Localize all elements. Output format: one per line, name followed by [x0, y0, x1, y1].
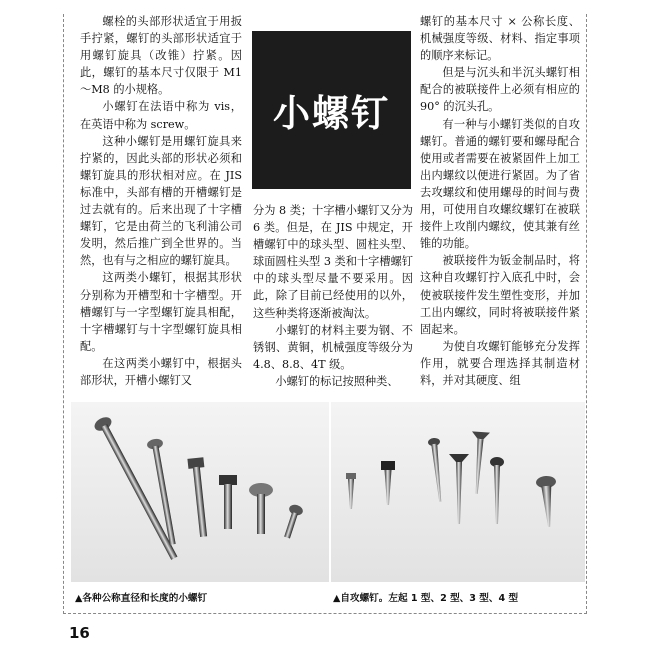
paragraph: 这两类小螺钉，根据其形状分别称为开槽型和十字槽型。开槽螺钉与一字型螺钉旋具相配，十字槽螺钉与十字型螺钉旋具相配。 — [80, 271, 242, 353]
text-column-3 — [420, 13, 580, 389]
paragraph: 小螺钉在法语中称为 vis，在英语中称为 screw。 — [80, 100, 242, 131]
tapping-screws-photo — [331, 402, 585, 582]
photo-caption-right: ▲自攻螺钉。左起 1 型、2 型、3 型、4 型 — [333, 593, 519, 604]
paragraph: 这种小螺钉是用螺钉旋具来拧紧的，因此头部的形状必须和螺钉旋具的形状相对应。在 JIS 标准中，头部有槽的开槽螺钉是过去就有的。后来出现了十字槽螺钉，它是由荷兰的飞利浦公司发明，然后推广到全世界的。当然，也有与之相应的螺钉旋具。 — [80, 134, 242, 268]
screws-illustration — [71, 402, 329, 582]
paragraph: 小螺钉的标记按照种类、 — [275, 374, 399, 388]
paragraph: 分为 8 类；十字槽小螺钉又分为 6 类。但是，在 JIS 中规定，开槽螺钉中的球头型、圆柱头型、球面圆柱头型 3 类和十字槽螺钉中的球头型尽量不要采用。因此，除了目前已经使用的以外，这些种类将逐渐被淘汰。 — [253, 204, 413, 320]
paragraph: 小螺钉的材料主要为钢、不锈钢、黄铜，机械强度等级分为 4.8、8.8、4T 级。 — [253, 323, 413, 371]
text-column-2 — [253, 202, 413, 390]
paragraph: 但是与沉头和半沉头螺钉相配合的被联接件上必须有相应的 90° 的沉头孔。 — [420, 66, 580, 114]
text-column-1 — [80, 13, 242, 389]
paragraph: 螺栓的头部形状适宜于用扳手拧紧，螺钉的头部形状适宜于用螺钉旋具（改锥）拧紧。因此，螺钉的基本尺寸仅限于 M1～M8 的小规格。 — [80, 15, 242, 97]
paragraph: 在这两类小螺钉中，根据头部形状，开槽小螺钉又 — [80, 356, 242, 387]
paragraph: 螺钉的基本尺寸 × 公称长度、机械强度等级、材料、指定事项的顺序来标记。 — [420, 15, 580, 63]
photo-caption-left: ▲各种公称直径和长度的小螺钉 — [75, 593, 208, 604]
paragraph: 为使自攻螺钉能够充分发挥作用，就要合理选择其制造材料，并对其硬度、组 — [420, 339, 580, 387]
tapping-screws-illustration — [331, 402, 585, 582]
machine-screws-photo — [71, 402, 329, 582]
article-title: 小螺钉 — [273, 92, 390, 135]
paragraph: 被联接件为钣金制品时，将这种自攻螺钉拧入底孔中时，会使被联接件发生塑性变形，并加工出内螺纹，同时将被联接件紧固起来。 — [420, 254, 580, 336]
page-number: 16 — [69, 624, 90, 642]
paragraph: 有一种与小螺钉类似的自攻螺钉。普通的螺钉要和螺母配合使用或者需要在被紧固件上加工出内螺纹以便进行紧固。为了省去攻螺纹和使用螺母的时间与费用，可使用自攻螺纹螺钉在被联接件上攻削内螺纹，使其兼有丝锥的功能。 — [420, 117, 580, 251]
title-block — [252, 31, 411, 189]
